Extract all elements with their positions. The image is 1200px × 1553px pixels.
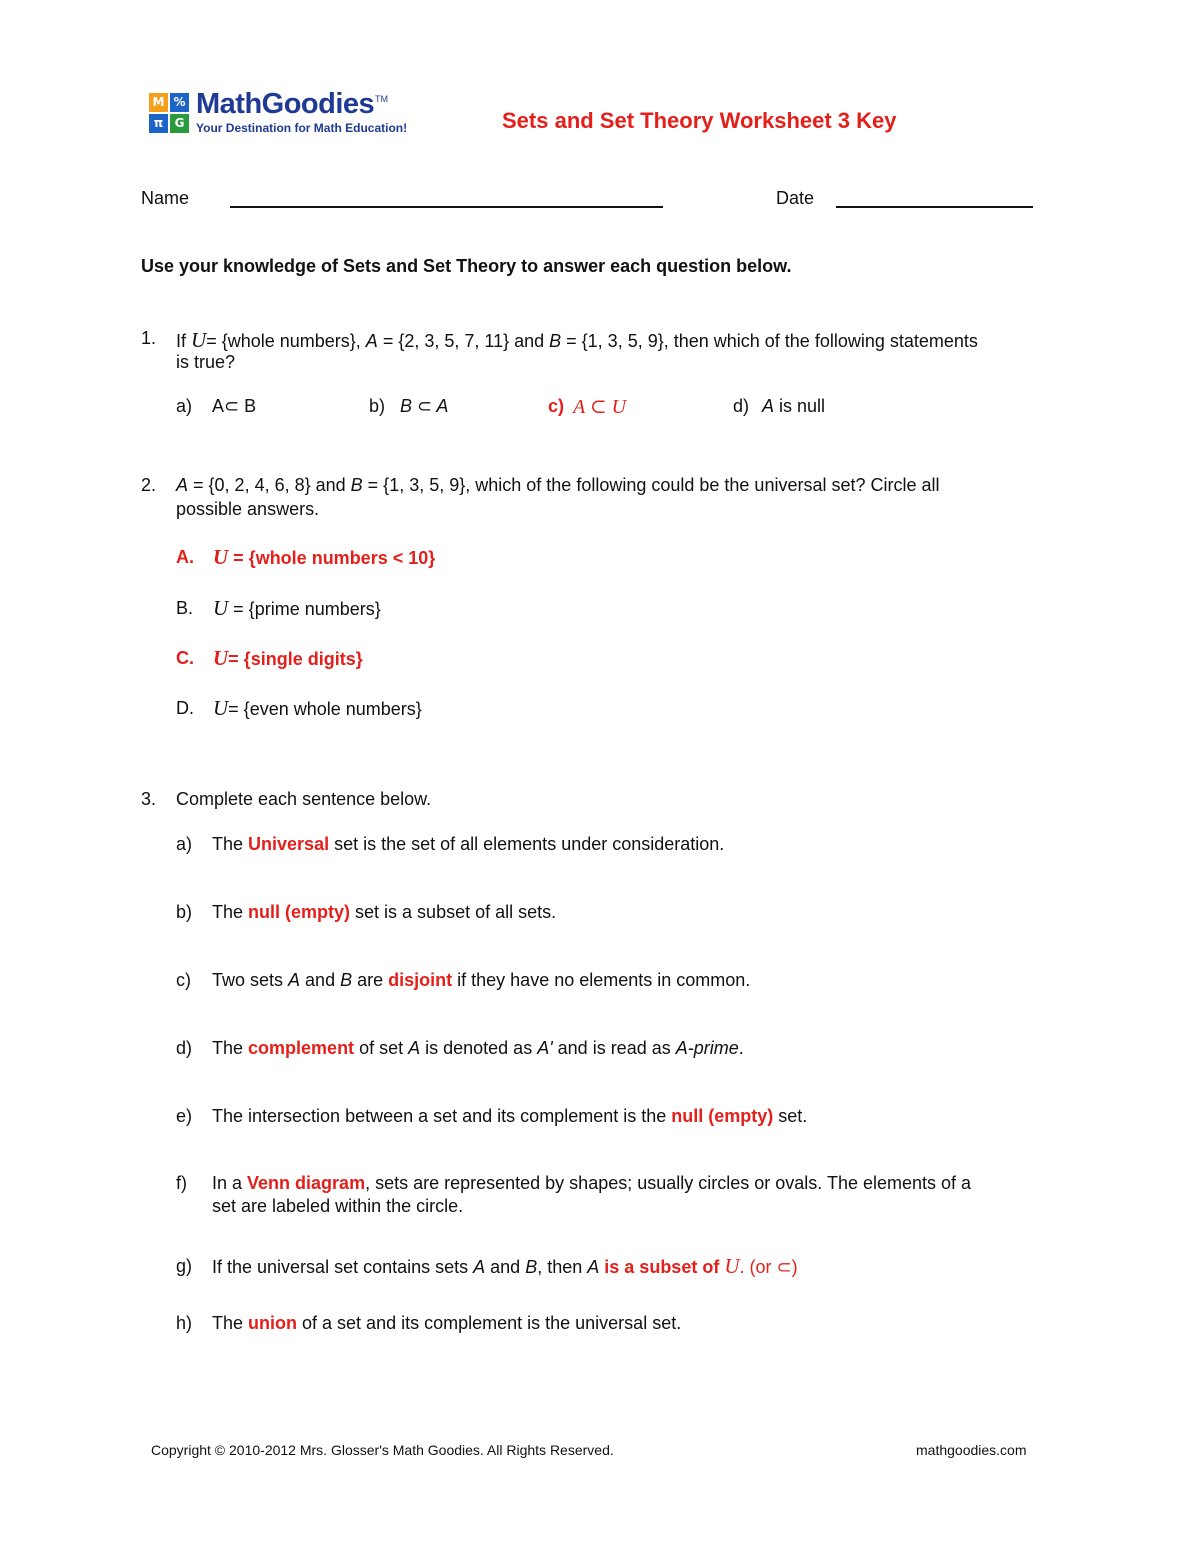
logo-name: MathGoodies [196, 88, 375, 120]
q1-option-d-label: d) [733, 396, 750, 416]
q3e-sentence: The intersection between a set and its complement is the null (empty) set. [212, 1106, 808, 1126]
page-title: Sets and Set Theory Worksheet 3 Key [502, 108, 897, 133]
q2-option-b-label: B. [176, 598, 194, 618]
date-label: Date [776, 188, 815, 208]
q1-option-c-answer: A ⊂ U [573, 396, 627, 418]
q1-option-b-label: b) [369, 396, 386, 416]
q3h-sentence: The union of a set and its complement is the universal set. [212, 1313, 682, 1333]
q3e-label: e) [176, 1106, 193, 1126]
logo-cell-g: G [170, 114, 189, 133]
q3e-answer: null (empty) [671, 1106, 774, 1126]
name-field-line[interactable] [230, 206, 663, 208]
universal-set-symbol: U [191, 328, 207, 352]
q2-number: 2. [141, 475, 157, 495]
q2-option-c-label: C. [176, 648, 194, 668]
q3f-label: f) [176, 1173, 187, 1193]
q1-option-a: A⊂ B [212, 396, 257, 416]
q2-option-d: U= {even whole numbers} [213, 696, 422, 720]
instructions: Use your knowledge of Sets and Set Theory to answer each question below. [141, 256, 792, 276]
q3g-sentence: If the universal set contains sets A and B, then A is a subset of U. (or ⊂) [212, 1254, 798, 1278]
q1-text-line2: is true? [176, 352, 236, 372]
q3d-sentence: The complement of set A is denoted as A' and is read as A-prime. [212, 1038, 744, 1058]
q3a-label: a) [176, 834, 193, 854]
q2-option-b: U = {prime numbers} [213, 596, 381, 620]
q3f-sentence: In a Venn diagram, sets are represented by shapes; usually circles or ovals. The elements of a [212, 1173, 972, 1193]
q1-option-b: B ⊂ A [400, 396, 449, 416]
q1-text: If U= {whole numbers}, A = {2, 3, 5, 7, 11} and B = {1, 3, 5, 9}, then which of the following statements [176, 328, 978, 352]
q3f-answer: Venn diagram [247, 1173, 366, 1193]
footer-copyright: Copyright © 2010-2012 Mrs. Glosser's Math Goodies. All Rights Reserved. [151, 1442, 614, 1458]
logo-trademark: TM [375, 94, 388, 104]
q3b-label: b) [176, 902, 193, 922]
q3-number: 3. [141, 789, 157, 809]
q1-number: 1. [141, 328, 157, 348]
logo-mark [149, 93, 189, 133]
q3c-label: c) [176, 970, 191, 990]
q3c-sentence: Two sets A and B are disjoint if they have no elements in common. [212, 970, 751, 990]
q2-text: A = {0, 2, 4, 6, 8} and B = {1, 3, 5, 9}, which of the following could be the universal set? Circle all [176, 475, 940, 495]
logo-tagline: Your Destination for Math Education! [196, 121, 408, 135]
q1-option-d: A is null [762, 396, 826, 416]
q1-option-a-label: a) [176, 396, 193, 416]
q2-option-c-answer: U= {single digits} [213, 646, 363, 670]
q3b-sentence: The null (empty) set is a subset of all sets. [212, 902, 557, 922]
q3c-answer: disjoint [388, 970, 453, 990]
logo-cell-pi: π [149, 114, 168, 133]
q3a-sentence: The Universal set is the set of all elements under consideration. [212, 834, 725, 854]
q1-option-c-label: c) [548, 396, 565, 416]
q3d-answer: complement [248, 1038, 355, 1058]
q3a-answer: Universal [248, 834, 330, 854]
q3-prompt: Complete each sentence below. [176, 789, 432, 809]
q3h-label: h) [176, 1313, 193, 1333]
q3f-sentence-line2: set are labeled within the circle. [212, 1196, 464, 1216]
q2-option-a-answer: U = {whole numbers < 10} [213, 545, 436, 569]
name-label: Name [141, 188, 190, 208]
q3h-answer: union [248, 1313, 298, 1333]
q3b-answer: null (empty) [248, 902, 351, 922]
q3g-answer: is a subset of [599, 1257, 725, 1277]
date-field-line[interactable] [836, 206, 1033, 208]
q2-text-line2: possible answers. [176, 499, 320, 519]
q2-option-a-label: A. [176, 547, 194, 567]
q3d-label: d) [176, 1038, 193, 1058]
q3g-label: g) [176, 1256, 193, 1276]
q2-option-d-label: D. [176, 698, 194, 718]
logo-cell-percent: % [170, 93, 189, 112]
footer-site[interactable]: mathgoodies.com [916, 1442, 1027, 1458]
logo-cell-m: M [149, 93, 168, 112]
